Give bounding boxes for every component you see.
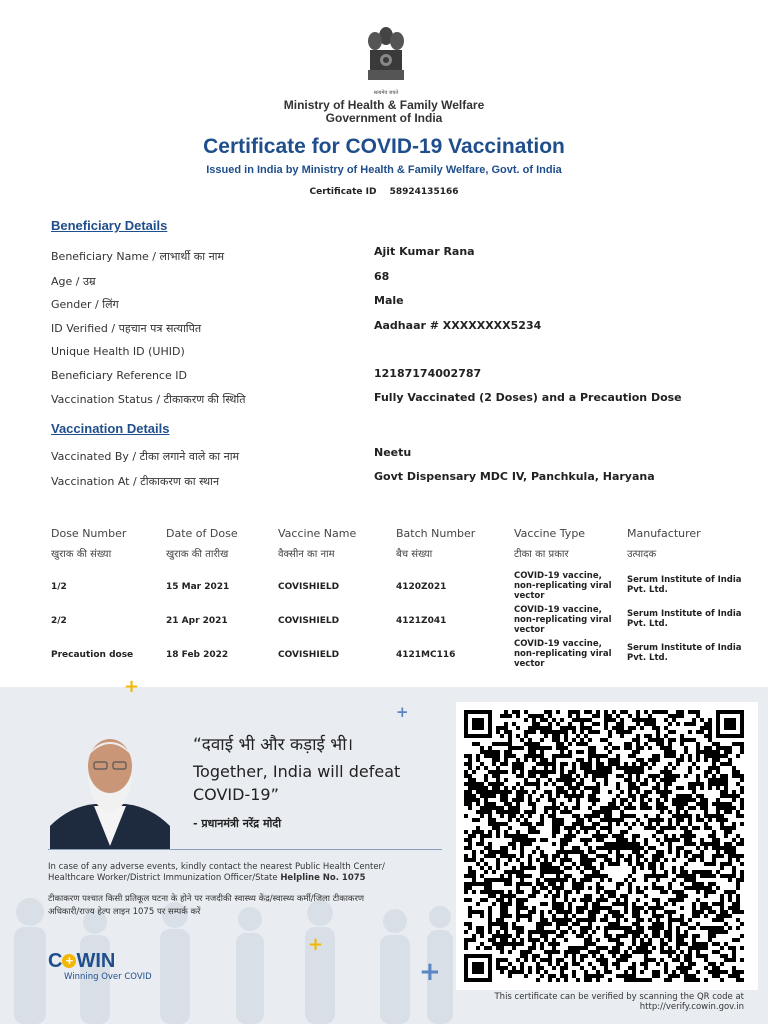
helpline-number: Helpline No. 1075: [280, 873, 366, 883]
quote-attribution: - प्रधानमंत्री नरेंद्र मोदी: [193, 817, 282, 830]
pm-portrait: [50, 734, 170, 850]
qr-code: [456, 702, 758, 990]
certificate-title: Certificate for COVID-19 Vaccination: [203, 135, 565, 158]
quote-hindi: “दवाई भी और कड़ाई भी।: [193, 735, 354, 755]
uhid-label: Unique Health ID (UHID): [51, 345, 185, 358]
plus-decoration-icon: +: [308, 934, 324, 955]
table-cell-batch: 4120Z021: [396, 582, 447, 592]
table-cell-vaccine: COVISHIELD: [278, 616, 340, 626]
table-cell-date: 18 Feb 2022: [166, 650, 229, 660]
verify-url: http://verify.cowin.gov.in: [639, 1002, 744, 1012]
plus-decoration-icon: +: [419, 957, 441, 987]
quote-english: Together, India will defeat COVID-19”: [193, 762, 401, 804]
table-cell-dose: Precaution dose: [51, 650, 134, 660]
table-cell-batch: 4121Z041: [396, 616, 447, 626]
ministry-name: Ministry of Health & Family Welfare: [283, 98, 485, 112]
reference-id-label: Beneficiary Reference ID: [51, 369, 187, 382]
certificate-id-label: Certificate ID: [309, 187, 377, 197]
verify-notice-text: This certificate can be verified by scanning the QR code at: [494, 992, 744, 1002]
divider: [48, 849, 442, 850]
table-cell-type: COVID-19 vaccine, non-replicating viral vector: [514, 639, 612, 669]
beneficiary-name: Ajit Kumar Rana: [374, 245, 475, 258]
header-date-of-dose: Date of Dose: [166, 527, 238, 540]
table-cell-manufacturer: Serum Institute of India Pvt. Ltd.: [627, 609, 742, 629]
vaccinated-by-value: Neetu: [374, 446, 412, 459]
table-cell-vaccine: COVISHIELD: [278, 582, 340, 592]
vaccinated-at-value: Govt Dispensary MDC IV, Panchkula, Haryana: [374, 470, 655, 483]
adverse-events-hindi-line-2: अधिकारी/राज्य हेल्प लाइन 1075 पर सम्पर्क करें: [48, 907, 201, 917]
header-vaccine-type-hi: टीका का प्रकार: [514, 549, 569, 560]
header-manufacturer: Manufacturer: [627, 527, 701, 540]
adverse-events-line-1: In case of any adverse events, kindly contact the nearest Public Health Center/: [48, 862, 385, 872]
beneficiary-details-heading: Beneficiary Details: [51, 218, 168, 233]
reference-id-value: 12187174002787: [374, 367, 482, 380]
adverse-events-line-2: [48, 873, 448, 884]
header-dose-number-hi: खुराक की संख्या: [51, 549, 112, 560]
vaccinated-by-label: Vaccinated By / टीका लगाने वाले का नाम: [51, 450, 240, 463]
gender-label: Gender / लिंग: [51, 298, 119, 311]
certificate-id-value: 58924135166: [389, 187, 459, 197]
table-cell-dose: 1/2: [51, 582, 67, 592]
id-verified-value: Aadhaar # XXXXXXXX5234: [374, 319, 542, 332]
government-name: Government of India: [325, 111, 443, 125]
table-cell-dose: 2/2: [51, 616, 67, 626]
id-verified-label: ID Verified / पहचान पत्र सत्यापित: [51, 322, 202, 335]
cowin-logo-text: WIN: [76, 950, 116, 972]
header-vaccine-name-hi: वैक्सीन का नाम: [278, 549, 335, 560]
adverse-events-notice: [48, 862, 448, 884]
vaccinated-at-label: Vaccination At / टीकाकरण का स्थान: [51, 475, 220, 488]
table-cell-batch: 4121MC116: [396, 650, 456, 660]
table-cell-manufacturer: Serum Institute of India Pvt. Ltd.: [627, 575, 742, 595]
vaccination-details-heading: Vaccination Details: [51, 421, 170, 436]
plus-decoration-icon: +: [124, 676, 140, 697]
verify-notice: [470, 992, 744, 1012]
cowin-logo: [48, 950, 152, 982]
issued-by: Issued in India by Ministry of Health & Family Welfare, Govt. of India: [206, 164, 562, 176]
cowin-tagline: Winning Over COVID: [64, 972, 152, 982]
vaccination-status-label: Vaccination Status / टीकाकरण की स्थिति: [51, 393, 246, 406]
header-batch-number-hi: बैच संख्या: [396, 549, 433, 560]
beneficiary-name-label: Beneficiary Name / लाभार्थी का नाम: [51, 250, 225, 263]
header-vaccine-name: Vaccine Name: [278, 527, 357, 540]
header-date-of-dose-hi: खुराक की तारीख: [166, 549, 229, 560]
qr-code-pattern: [456, 702, 758, 990]
certificate-id: [0, 187, 768, 197]
emblem-motto: सत्यमेव जयते: [373, 90, 399, 96]
cowin-plus-icon: +: [62, 954, 76, 968]
adverse-events-hindi-line-1: टीकाकरण पश्चात किसी प्रतिकूल घटना के होने पर नजदीकी स्वास्थ्य केंद्र/स्वास्थ्य कर्मी/जिला टीकाकरण: [48, 894, 365, 904]
national-emblem: [364, 24, 408, 96]
table-cell-date: 15 Mar 2021: [166, 582, 230, 592]
table-cell-manufacturer: Serum Institute of India Pvt. Ltd.: [627, 643, 742, 663]
cowin-logo-text: C: [48, 950, 63, 972]
adverse-events-notice-hindi: [48, 893, 448, 919]
table-cell-date: 21 Apr 2021: [166, 616, 228, 626]
vaccination-status-value: Fully Vaccinated (2 Doses) and a Precaution Dose: [374, 391, 682, 404]
header-batch-number: Batch Number: [396, 527, 476, 540]
gender-value: Male: [374, 294, 404, 307]
adverse-events-text: Healthcare Worker/District Immunization Officer/State: [48, 873, 278, 883]
age-label: Age / उम्र: [51, 275, 96, 288]
header-manufacturer-hi: उत्पादक: [627, 549, 657, 560]
table-cell-type: COVID-19 vaccine, non-replicating viral vector: [514, 605, 612, 635]
plus-decoration-icon: +: [396, 703, 409, 721]
table-cell-vaccine: COVISHIELD: [278, 650, 340, 660]
header-dose-number: Dose Number: [51, 527, 127, 540]
table-cell-type: COVID-19 vaccine, non-replicating viral vector: [514, 571, 612, 601]
header-vaccine-type: Vaccine Type: [514, 527, 586, 540]
age-value: 68: [374, 270, 390, 283]
